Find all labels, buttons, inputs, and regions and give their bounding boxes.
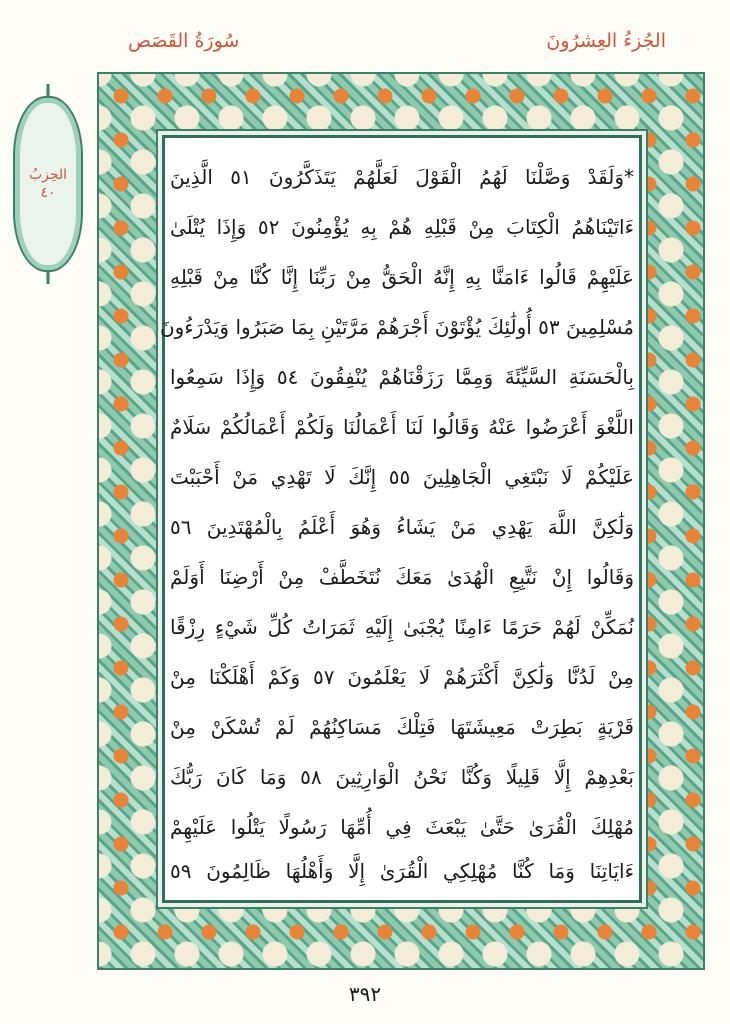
juz-title: الجُزءُ العِشرُونَ: [546, 30, 666, 52]
text-line: بِالْحَسَنَةِ السَّيِّئَةَ وَمِمَّا رَزَقْنَاهُمْ يُنْفِقُونَ ٥٤ وَإِذَا سَمِعُوا: [170, 365, 634, 389]
text-line: مُسْلِمِينَ ٥٣ أُولَٰئِكَ يُؤْتَوْنَ أَجْرَهُمْ مَرَّتَيْنِ بِمَا صَبَرُوا وَيَدْرَءُونَ: [159, 315, 634, 339]
text-line: بَعْدِهِمْ إِلَّا قَلِيلًا وَكُنَّا نَحْنُ الْوَارِثِينَ ٥٨ وَمَا كَانَ رَبُّكَ: [170, 765, 634, 789]
text-line: ءَايَاتِنَا وَمَا كُنَّا مُهْلِكِي الْقُرَىٰ إِلَّا وَأَهْلُهَا ظَالِمُونَ ٥٩: [170, 859, 634, 883]
text-line: اللَّغْوَ أَعْرَضُوا عَنْهُ وَقَالُوا لَنَا أَعْمَالُنَا وَلَكُمْ أَعْمَالُكُمْ سَلَامٌ: [170, 415, 634, 439]
text-line: عَلَيْكُمْ لَا نَبْتَغِي الْجَاهِلِينَ ٥٥ إِنَّكَ لَا تَهْدِي مَنْ أَحْبَبْتَ: [170, 465, 634, 489]
text-line: ءَاتَيْنَاهُمُ الْكِتَابَ مِنْ قَبْلِهِ هُمْ بِهِ يُؤْمِنُونَ ٥٢ وَإِذَا يُتْلَىٰ: [170, 215, 634, 239]
text-line: نُمَكِّنْ لَهُمْ حَرَمًا ءَامِنًا يُجْبَىٰ إِلَيْهِ ثَمَرَاتُ كُلِّ شَيْءٍ رِزْقًا: [170, 615, 634, 639]
hizb-marker: [13, 96, 83, 272]
text-line: مُهْلِكَ الْقُرَىٰ حَتَّىٰ يَبْعَثَ فِي أُمِّهَا رَسُولًا يَتْلُوا عَلَيْهِمْ: [170, 815, 634, 839]
page-number: ٣٩٢: [348, 982, 382, 1006]
text-line: *وَلَقَدْ وَصَّلْنَا لَهُمُ الْقَوْلَ لَعَلَّهُمْ يَتَذَكَّرُونَ ٥١ الَّذِينَ: [170, 165, 634, 189]
text-line: مِنْ لَدُنَّا وَلَٰكِنَّ أَكْثَرَهُمْ لَا يَعْلَمُونَ ٥٧ وَكَمْ أَهْلَكْنَا مِنْ: [170, 665, 634, 689]
text-line: قَرْيَةٍ بَطِرَتْ مَعِيشَتَهَا فَتِلْكَ مَسَاكِنُهُمْ لَمْ تُسْكَنْ مِنْ: [170, 715, 634, 739]
text-line: عَلَيْهِمْ قَالُوا ءَامَنَّا بِهِ إِنَّهُ الْحَقُّ مِنْ رَبِّنَا إِنَّا كُنَّا مِنْ قَبْلِهِ: [170, 265, 634, 289]
surah-title: سُورَةُ القَصَص: [128, 30, 240, 52]
text-line: وَلَٰكِنَّ اللَّهَ يَهْدِي مَنْ يَشَاءُ وَهُوَ أَعْلَمُ بِالْمُهْتَدِينَ ٥٦: [170, 515, 634, 539]
hizb-label: الحِزبُ: [28, 167, 68, 183]
hizb-number: ٤٠: [40, 185, 56, 201]
text-line: وَقَالُوا إِنْ نَتَّبِعِ الْهُدَىٰ مَعَكَ نُتَخَطَّفْ مِنْ أَرْضِنَا أَوَلَمْ: [170, 565, 634, 589]
